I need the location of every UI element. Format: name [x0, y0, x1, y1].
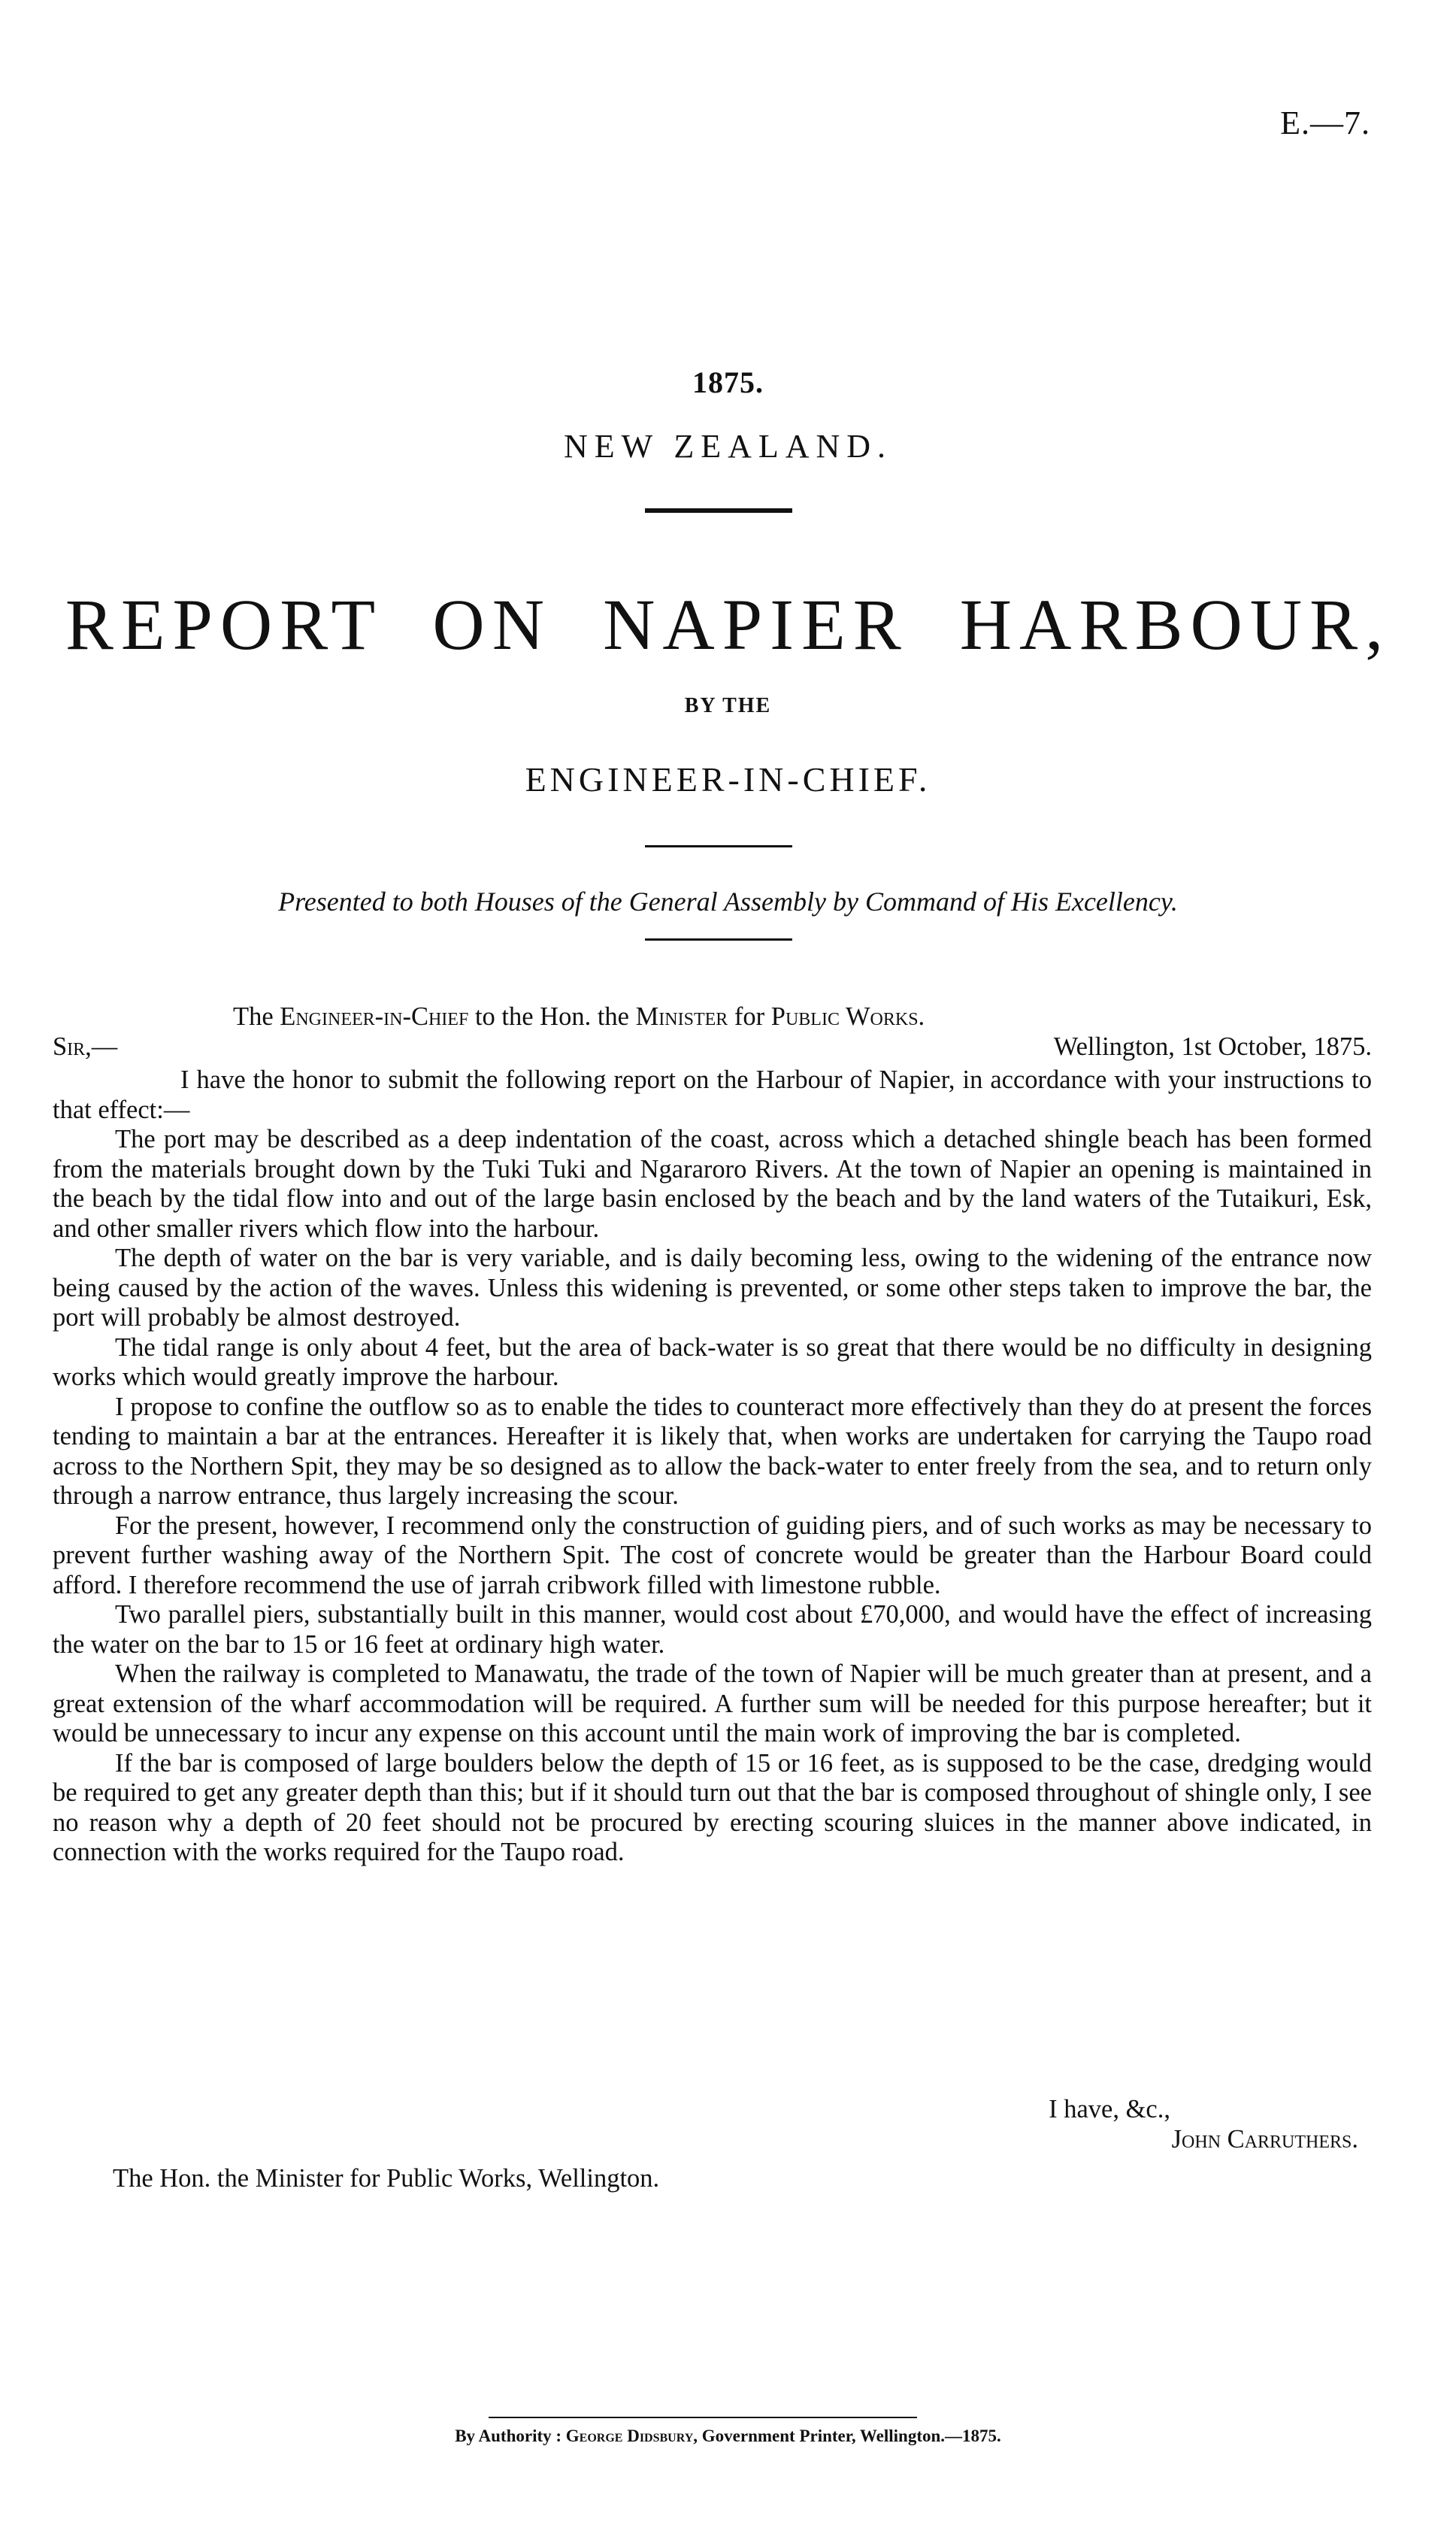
letter-heading — [53, 1002, 1372, 1032]
presented-divider — [645, 938, 792, 941]
paragraph: Two parallel piers, substantially built in this manner, would cost about £70,000, and would have the effect of increasing the water on the bar to 15 or 16 feet at ordinary high water. — [53, 1600, 1372, 1659]
printer-imprint — [0, 2426, 1456, 2446]
paragraph: The tidal range is only about 4 feet, but the area of back-water is so great that there would be no difficulty in designing works which would greatly improve the harbour. — [53, 1332, 1372, 1391]
signature: John Carruthers. — [1171, 2125, 1358, 2154]
letter-body — [53, 1065, 1372, 1868]
paragraph: The port may be described as a deep indentation of the coast, across which a detached shingle beach has been formed from the materials brought down by the Tuki Tuki and Ngararoro Rivers. At the town of Napier an opening is maintained in the beach by the tidal flow into and out of the large basin enclosed by the beach and by the land waters of the Tutaikuri, Esk, and other smaller rivers which flow into the harbour. — [53, 1125, 1372, 1243]
country-heading: NEW ZEALAND. — [563, 428, 893, 465]
report-title: REPORT ON NAPIER HARBOUR, — [65, 584, 1391, 665]
imprint-prefix: By Authority : — [455, 2426, 562, 2445]
presented-line: Presented to both Houses of the General Assembly by Command of His Excellency. — [278, 887, 1178, 917]
heading-recipient: Minister — [635, 1002, 728, 1031]
imprint-printer: George Didsbury, — [565, 2426, 698, 2445]
heading-pre: The — [233, 1002, 274, 1031]
heading-for: for — [734, 1002, 765, 1031]
heading-department: Public Works. — [770, 1002, 925, 1031]
footer-divider — [489, 2417, 917, 2418]
report-author: ENGINEER-IN-CHIEF. — [525, 760, 931, 799]
place-date: Wellington, 1st October, 1875. — [1053, 1032, 1372, 1061]
paragraph: If the bar is composed of large boulders below the depth of 15 or 16 feet, as is supposed to be the case, dredging would be required to get any greater depth than this; but if it should turn out that the bar is composed throughout of shingle only, I see no reason why a depth of 20 feet should not be procured by erecting scouring sluices in the manner above indicated, in connection with the works required for the Taupo road. — [53, 1748, 1372, 1866]
paragraph: I propose to confine the outflow so as to enable the tides to counteract more effectively than they do at present the forces tending to maintain a bar at the entrances. Hereafter it is likely that, when works are undertaken for carrying the Taupo road across to the Northern Spit, they may be so designed as to allow the back-water to enter freely from the sea, and to return only through a narrow entrance, thus largely increasing the scour. — [53, 1392, 1372, 1510]
salutation: Sir,— — [53, 1032, 118, 1061]
publication-year: 1875. — [692, 365, 764, 399]
paragraph: I have the honor to submit the following report on the Harbour of Napier, in accordance with your instructions to that effect:— — [53, 1065, 1372, 1124]
title-divider — [645, 508, 792, 513]
heading-sender: Engineer-in-Chief — [280, 1002, 469, 1031]
imprint-suffix: Government Printer, Wellington.—1875. — [701, 2426, 1001, 2445]
document-code: E.—7. — [1280, 105, 1370, 141]
author-divider — [645, 845, 792, 847]
addressee: The Hon. the Minister for Public Works, Wellington. — [113, 2164, 660, 2193]
paragraph: For the present, however, I recommend only the construction of guiding piers, and of such works as may be necessary to prevent further washing away of the Northern Spit. The cost of concrete would be greater than the Harbour Board could afford. I therefore recommend the use of jarrah cribwork filled with limestone rubble. — [53, 1511, 1372, 1599]
by-the-label: BY THE — [684, 694, 772, 717]
paragraph: When the railway is completed to Manawatu, the trade of the town of Napier will be much greater than at present, and a great extension of the wharf accommodation will be required. A further sum will be needed for this purpose hereafter; but it would be unnecessary to incur any expense on this account until the main work of improving the bar is completed. — [53, 1660, 1372, 1747]
heading-mid: to the Hon. the — [474, 1002, 629, 1031]
paragraph: The depth of water on the bar is very variable, and is daily becoming less, owing to the widening of the entrance now being caused by the action of the waves. Unless this widening is prevented, or some other steps taken to improve the bar, the port will probably be almost destroyed. — [53, 1244, 1372, 1332]
closing: I have, &c., — [1049, 2095, 1170, 2123]
